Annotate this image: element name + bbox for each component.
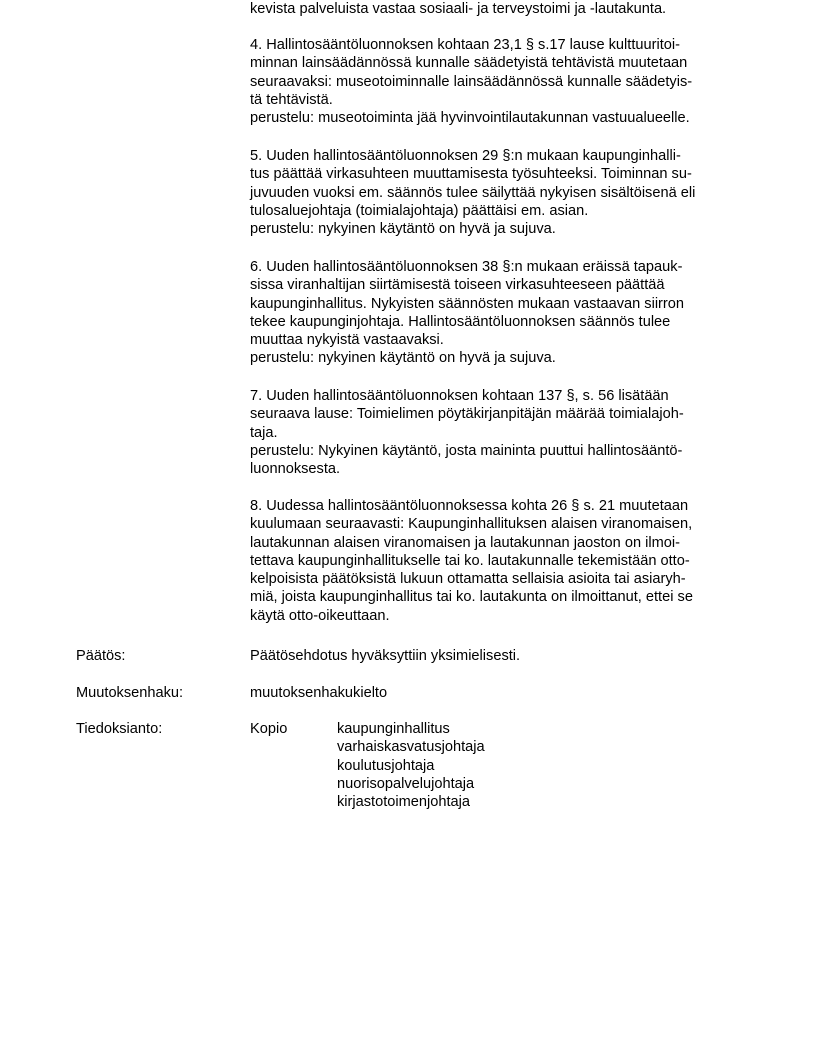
item-8-paragraph [250,497,745,625]
paragraph-line: tä tehtävistä. [250,91,333,108]
intro-paragraph-tail [250,0,745,18]
recipient-item: kaupunginhallitus [337,721,450,737]
paragraph-line: seuraavaksi: museotoiminnalle lainsäädännössä kunnalle säädetyis- [250,73,693,90]
paragraph-line: tettava kaupunginhallitukselle tai ko. lautakunnalle tekemistään otto- [250,552,690,569]
paragraph-line: 5. Uuden hallintosääntöluonnoksen 29 §:n mukaan kaupunginhalli- [250,148,681,164]
rationale-line: perustelu: nykyinen käytäntö on hyvä ja sujuva. [250,350,556,367]
paragraph-line: taja. [250,424,278,441]
appeal-value: muutoksenhakukielto [250,685,388,701]
notification-row [0,720,816,820]
paragraph-line: 6. Uuden hallintosääntöluonnoksen 38 §:n mukaan eräissä tapauk- [250,259,683,275]
paragraph-line: tekee kaupunginjohtaja. Hallintosääntöluonnoksen säännös tulee [250,313,671,330]
notification-type: Kopio [250,721,288,737]
recipient-item: varhaiskasvatusjohtaja [337,739,485,756]
appeal-label: Muutoksenhaku: [76,685,184,701]
decision-label: Päätös: [76,648,126,664]
paragraph-line: seuraava lause: Toimielimen pöytäkirjanpitäjän määrää toimialajoh- [250,406,684,423]
recipient-item: koulutusjohtaja [337,757,435,774]
item-6-paragraph [250,258,745,368]
rationale-line: perustelu: Nykyinen käytäntö, josta maininta puuttui hallintosääntö- [250,442,683,459]
rationale-line: perustelu: museotoiminta jää hyvinvointilautakunnan vastuualueelle. [250,110,690,127]
recipient-list [337,720,485,811]
recipient-item: nuorisopalvelujohtaja [337,775,475,792]
paragraph-line: minnan lainsäädännössä kunnalle säädetyistä tehtävistä muutetaan [250,55,688,72]
paragraph-line: miä, joista kaupunginhallitus tai ko. lautakunta on ilmoittanut, ettei se [250,589,693,606]
paragraph-line: juvuuden vuoksi em. säännös tulee säilyttää nykyisen sisältöisenä eli [250,184,696,201]
paragraph-line: kelpoisista päätöksistä lukuun ottamatta sellaisia asioita tai asiaryh- [250,571,686,588]
item-4-paragraph [250,36,745,127]
notification-label: Tiedoksianto: [76,721,163,737]
paragraph-line: kaupunginhallitus. Nykyisten säännösten mukaan vastaavan siirron [250,295,685,312]
paragraph-line: kevista palveluista vastaa sosiaali- ja terveystoimi ja -lautakunta. [250,1,667,17]
paragraph-line: käytä otto-oikeuttaan. [250,607,390,624]
paragraph-line: 4. Hallintosääntöluonnoksen kohtaan 23,1 § s.17 lause kulttuuritoi- [250,37,680,53]
recipient-item: kirjastotoimenjohtaja [337,794,471,811]
decision-value: Päätösehdotus hyväksyttiin yksimielisesti. [250,648,521,664]
paragraph-line: tulosaluejohtaja (toimialajohtaja) päättäisi em. asian. [250,202,589,219]
item-5-paragraph [250,147,745,238]
rationale-line: perustelu: nykyinen käytäntö on hyvä ja sujuva. [250,221,556,238]
paragraph-line: kuulumaan seuraavasti: Kaupunginhallituksen alaisen viranomaisen, [250,516,693,533]
paragraph-line: 7. Uuden hallintosääntöluonnoksen kohtaan 137 §, s. 56 lisätään [250,388,669,404]
rationale-line: luonnoksesta. [250,461,341,478]
item-7-paragraph [250,387,745,478]
paragraph-line: sissa viranhaltijan siirtämisestä toiseen virkasuhteeseen päättää [250,277,665,294]
paragraph-line: tus päättää virkasuhteen muuttamisesta työsuhteeksi. Toiminnan su- [250,166,692,183]
paragraph-line: 8. Uudessa hallintosääntöluonnoksessa kohta 26 § s. 21 muutetaan [250,498,689,514]
decision-row [0,647,816,667]
appeal-row [0,684,816,704]
paragraph-line: lautakunnan alaisen viranomaisen ja lautakunnan jaoston on ilmoi- [250,534,680,551]
paragraph-line: muuttaa nykyistä vastaavaksi. [250,332,444,349]
